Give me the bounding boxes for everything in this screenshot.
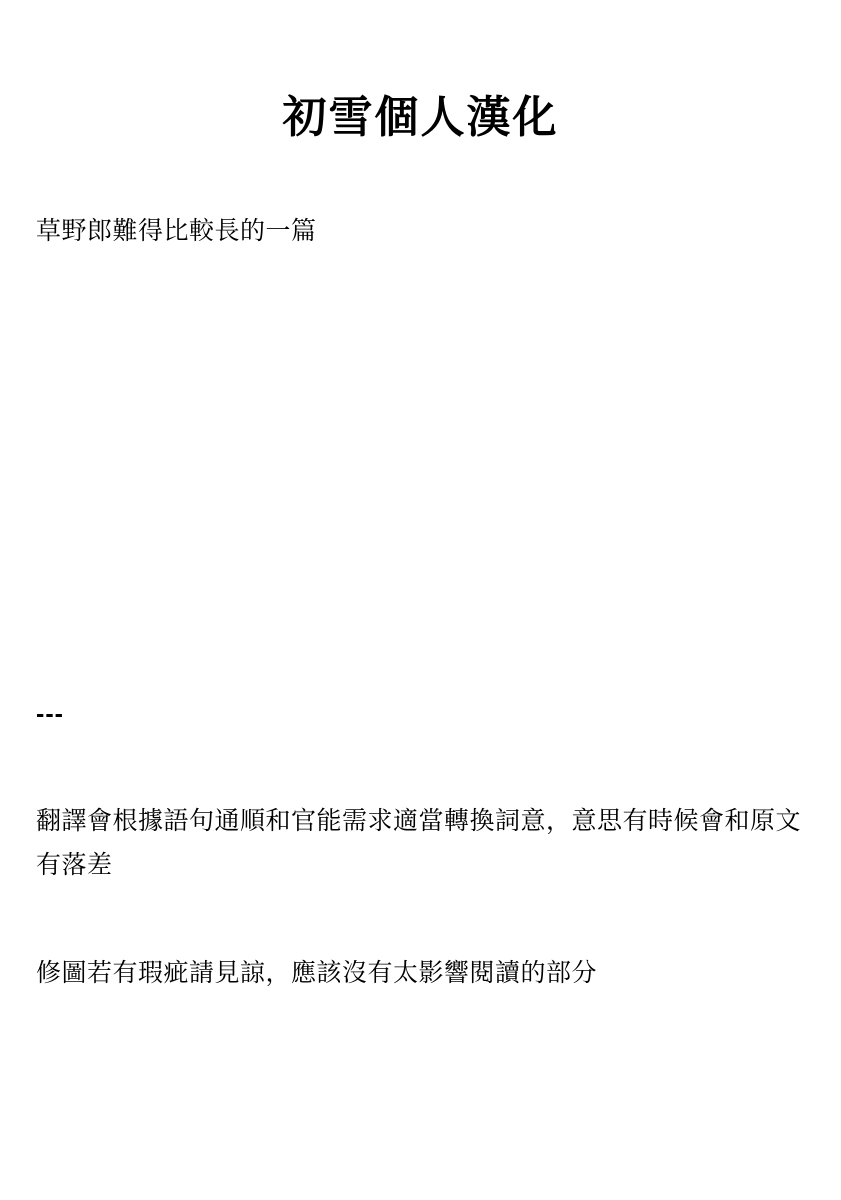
translation-disclaimer-paragraph: 翻譯會根據語句通順和官能需求適當轉換詞意，意思有時候會和原文有落差 — [36, 807, 802, 879]
blank-content-area — [36, 280, 808, 680]
page-title: 初雪個人漢化 — [282, 93, 559, 142]
translator-note: 草野郎難得比較長的一篇 — [36, 217, 317, 245]
editing-disclaimer-paragraph: 修圖若有瑕疵請見諒，應該沒有太影響閱讀的部分 — [36, 959, 598, 987]
section-divider: --- — [36, 700, 64, 728]
